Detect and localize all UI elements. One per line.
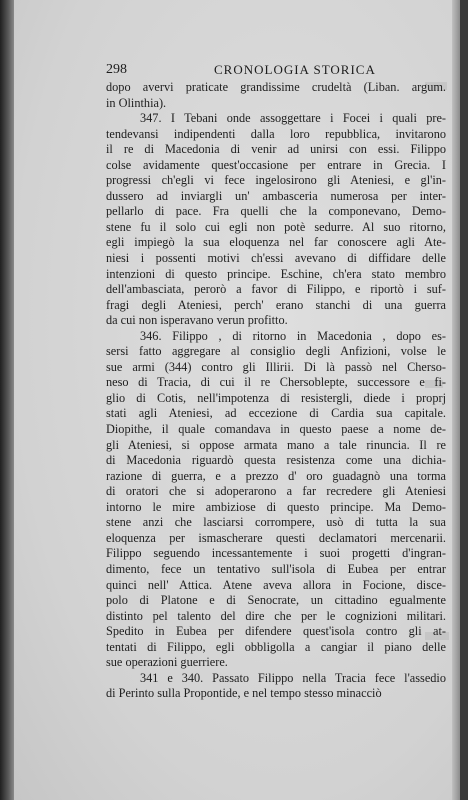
page-binding-edge (0, 0, 14, 800)
text-line: glio di Cotis, nell'impotenza di resistergli, diede i proprj (106, 390, 446, 405)
text-line: niesi i possenti motivi ch'essi avevano di diffidare delle (106, 251, 446, 266)
text-line: neso di Tracia, di cui il re Chersoblepte, successore e fi- (106, 375, 446, 390)
running-title: CRONOLOGIA STORICA (214, 62, 376, 77)
body-text (106, 80, 446, 702)
text-line: pellarlo di pace. Fra quelli che la componevano, Demo- (106, 204, 446, 219)
text-line: sue armi (344) contro gli Illirii. Di là passò nel Cherso- (106, 359, 446, 374)
text-line: il re di Macedonia di venir ad unirsi con essi. Filippo (106, 142, 446, 157)
text-line: sue operazioni guerriere. (106, 655, 228, 670)
text-line: gli Ateniesi, si oppose armata mano a tale rinuncia. Il re (106, 437, 446, 452)
text-line: 347. I Tebani onde assoggettare i Focei i quali pre- (140, 111, 446, 126)
text-line: di oratori che si adoperarono a far recredere gli Ateniesi (106, 484, 446, 499)
text-line: 346. Filippo , di ritorno in Macedonia , dopo es- (140, 328, 446, 343)
text-line: polo di Platone e di Senocrate, un cittadino egualmente (106, 593, 446, 608)
text-line: colse avidamente quest'occasione per entrare in Grecia. I (106, 157, 446, 172)
text-line: stati agli Ateniesi, ad eccezione di Cardia sua capitale. (106, 406, 446, 421)
text-line: dell'ambasciata, perorò a favor di Filippo, e riportò i suf- (106, 282, 446, 297)
text-line: egli impiegò la sua eloquenza nel far conoscere agli Ate- (106, 235, 446, 250)
text-line: di Macedonia riguardò questa resistenza come una dichia- (106, 453, 446, 468)
text-line: dussero ad inviargli un' ambasceria numerosa per inter- (106, 188, 446, 203)
running-header (106, 62, 406, 78)
text-line: di Perinto sulla Propontide, e nel tempo stesso minacciò (106, 686, 382, 701)
text-line: eloquenza per ismascherare questi declamatori mercenarii. (106, 530, 446, 545)
text-line: 341 e 340. Passato Filippo nella Tracia fece l'assedio (140, 670, 446, 685)
text-line: stene anzi che lasciarsi corrompere, usò di tutta la sua (106, 515, 446, 530)
text-line: distinto pel talento del dire che per le cognizioni militari. (106, 608, 446, 623)
text-line: tentati di Filippo, egli obbligolla a cangiar il piano delle (106, 639, 446, 654)
text-line: Spedito in Eubea per difendere quest'isola contro gli at- (106, 624, 446, 639)
text-line: tendevansi indipendenti dalla loro repubblica, invitarono (106, 126, 446, 141)
text-line: stene fu il solo cui egli non potè sedurre. Al suo ritorno, (106, 219, 446, 234)
text-line: dimento, fece un tentativo sull'isola di Eubea per entrar (106, 561, 446, 576)
text-line: sersi fatto aggregare al consiglio degli Anfizioni, volse le (106, 344, 446, 359)
page-number: 298 (106, 62, 127, 77)
text-line: Filippo seguendo incessantemente i suoi progetti d'ingran- (106, 546, 446, 561)
text-line: quinci nell' Attica. Atene aveva allora in Focione, disce- (106, 577, 446, 592)
text-line: dopo avervi praticate grandissime crudeltà (Liban. argum. (106, 80, 446, 94)
text-line: intenzioni di questo principe. Eschine, ch'era stato membro (106, 266, 446, 281)
text-line: razione di guerra, e a prezzo d' oro guadagnò una torma (106, 468, 446, 483)
text-line: in Olinthia). (106, 95, 167, 110)
text-line: progressi ch'egli vi fece ingelosirono gli Ateniesi, e gl'in- (106, 173, 446, 188)
text-line: da cui non isperavano verun profitto. (106, 313, 288, 328)
text-line: intorno le mire ambiziose di questo principe. Ma Demo- (106, 499, 446, 514)
text-line: fragi degli Ateniesi, perch' erano stanchi di una guerra (106, 297, 446, 312)
text-line: Diopithe, il quale comandava in questo paese a nome de- (106, 422, 446, 437)
